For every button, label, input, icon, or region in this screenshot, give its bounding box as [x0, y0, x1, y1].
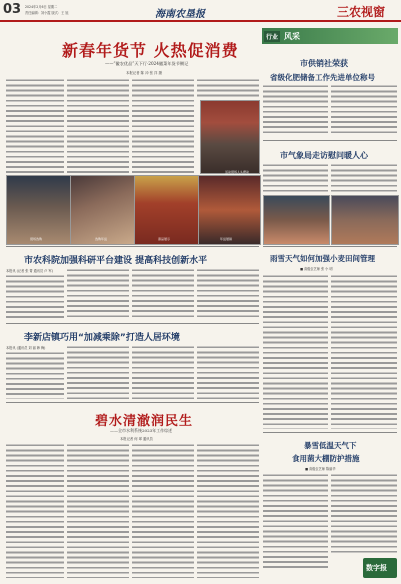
lead-subtitle: ——“徽农优品”天下行·2024徽菜年货节侧记 [105, 61, 189, 66]
middle-text-col3 [132, 268, 194, 320]
mushroom-text-col1 [263, 473, 328, 568]
lower-text-col4 [197, 345, 259, 399]
photo-caption-4: 商品展示 [158, 237, 171, 241]
lead-byline: 本报记者 陈 冲 张 洋 摄 [126, 71, 162, 75]
lower-text-col3 [132, 345, 194, 399]
lower-byline: 本报讯 (通讯员 刘 丽 韩 梅) [6, 346, 46, 350]
page-number: 03 [3, 2, 22, 17]
lower-text-col1 [6, 351, 64, 399]
bottom-subtitle: ——全市水利系统2023年工作综述 [110, 428, 173, 433]
lead-text-col3 [132, 78, 194, 174]
bottom-title: 碧水清澈润民生 [95, 414, 194, 429]
wheat-text-col2 [331, 274, 397, 429]
side-banner [262, 28, 398, 44]
middle-text-col1 [6, 274, 64, 320]
middle-byline: 本报讯 (记者 张 菁 通讯员 卢 军) [6, 269, 53, 273]
lower-text-col2 [67, 345, 129, 399]
wheat-title: 雨雪天气如何加强小麦田间管理 [270, 254, 375, 263]
lead-text-col2 [67, 78, 129, 174]
photo-caption-2: 现场选购 [30, 237, 43, 241]
side-story1-text-a [263, 84, 328, 136]
lead-text-col4 [197, 78, 259, 98]
footer-logo-text: 数字报 [366, 564, 387, 572]
lead-title: 新春年货节 火热促消费 [62, 41, 239, 60]
section-title: 三农视窗 [337, 5, 386, 19]
lower-headline: 李新店镇巧用“加减乘除”打造人居环境 [24, 333, 180, 343]
wheat-text-col1 [263, 274, 328, 429]
side-story1-title: 市供销社荣获 [300, 59, 348, 68]
lead-photo-3 [70, 175, 135, 245]
lead-photo-4 [134, 175, 199, 245]
side-divider [263, 140, 397, 141]
bottom-text-col4 [197, 443, 259, 578]
mushroom-text-col2 [331, 473, 397, 555]
wheat-byline: ■ 高级农艺师 张 小 明 [300, 267, 333, 271]
lower-rule [6, 323, 259, 324]
photo-caption-5: 年货展销 [220, 237, 233, 241]
side-banner-title: 风采 [284, 32, 300, 41]
header-rule [0, 20, 401, 22]
side-story2-text-a [263, 163, 328, 193]
side-story2-title: 市气象局走访慰问暖人心 [280, 151, 368, 160]
bottom-text-col1 [6, 443, 64, 578]
right-divider [263, 246, 397, 247]
side-story1-title2: 省级化肥储备工作先进单位称号 [270, 73, 375, 82]
lead-text-col1 [6, 78, 64, 174]
bottom-byline: 本报记者 何 翠 通讯员 [120, 437, 153, 441]
photo-caption-1: 活动现场人头攒动 [225, 170, 250, 174]
date-line: 2024年2月6日 星期二 [25, 5, 58, 9]
mushroom-divider [263, 432, 397, 433]
side-photo-2 [331, 195, 399, 245]
bottom-text-col2 [67, 443, 129, 578]
mushroom-byline: ■ 高级农艺师 陈丽华 [305, 467, 336, 471]
editor-line: 责任编辑：刘小霞 版式：王 旭 [25, 11, 69, 15]
bottom-text-col3 [132, 443, 194, 578]
bottom-rule [6, 402, 259, 403]
middle-text-col2 [67, 268, 129, 320]
photo-caption-3: 选购年货 [95, 237, 108, 241]
middle-text-col4 [197, 268, 259, 320]
side-photo-1 [263, 195, 330, 245]
masthead-logo: 海南农垦报 [155, 9, 205, 20]
mushroom-title: 暴雪低温天气下 [304, 441, 357, 450]
middle-rule [6, 246, 259, 247]
side-story2-text-b [331, 163, 397, 193]
lead-photo-5 [198, 175, 261, 245]
mushroom-title2: 食用菌大棚防护措施 [292, 454, 360, 463]
side-banner-label: 行业 [264, 31, 280, 42]
lead-photo-1 [200, 100, 260, 174]
side-story1-text-b [331, 84, 397, 136]
lead-photo-2 [6, 175, 71, 245]
middle-headline: 市农科院加强科研平台建设 提高科技创新水平 [24, 256, 208, 266]
